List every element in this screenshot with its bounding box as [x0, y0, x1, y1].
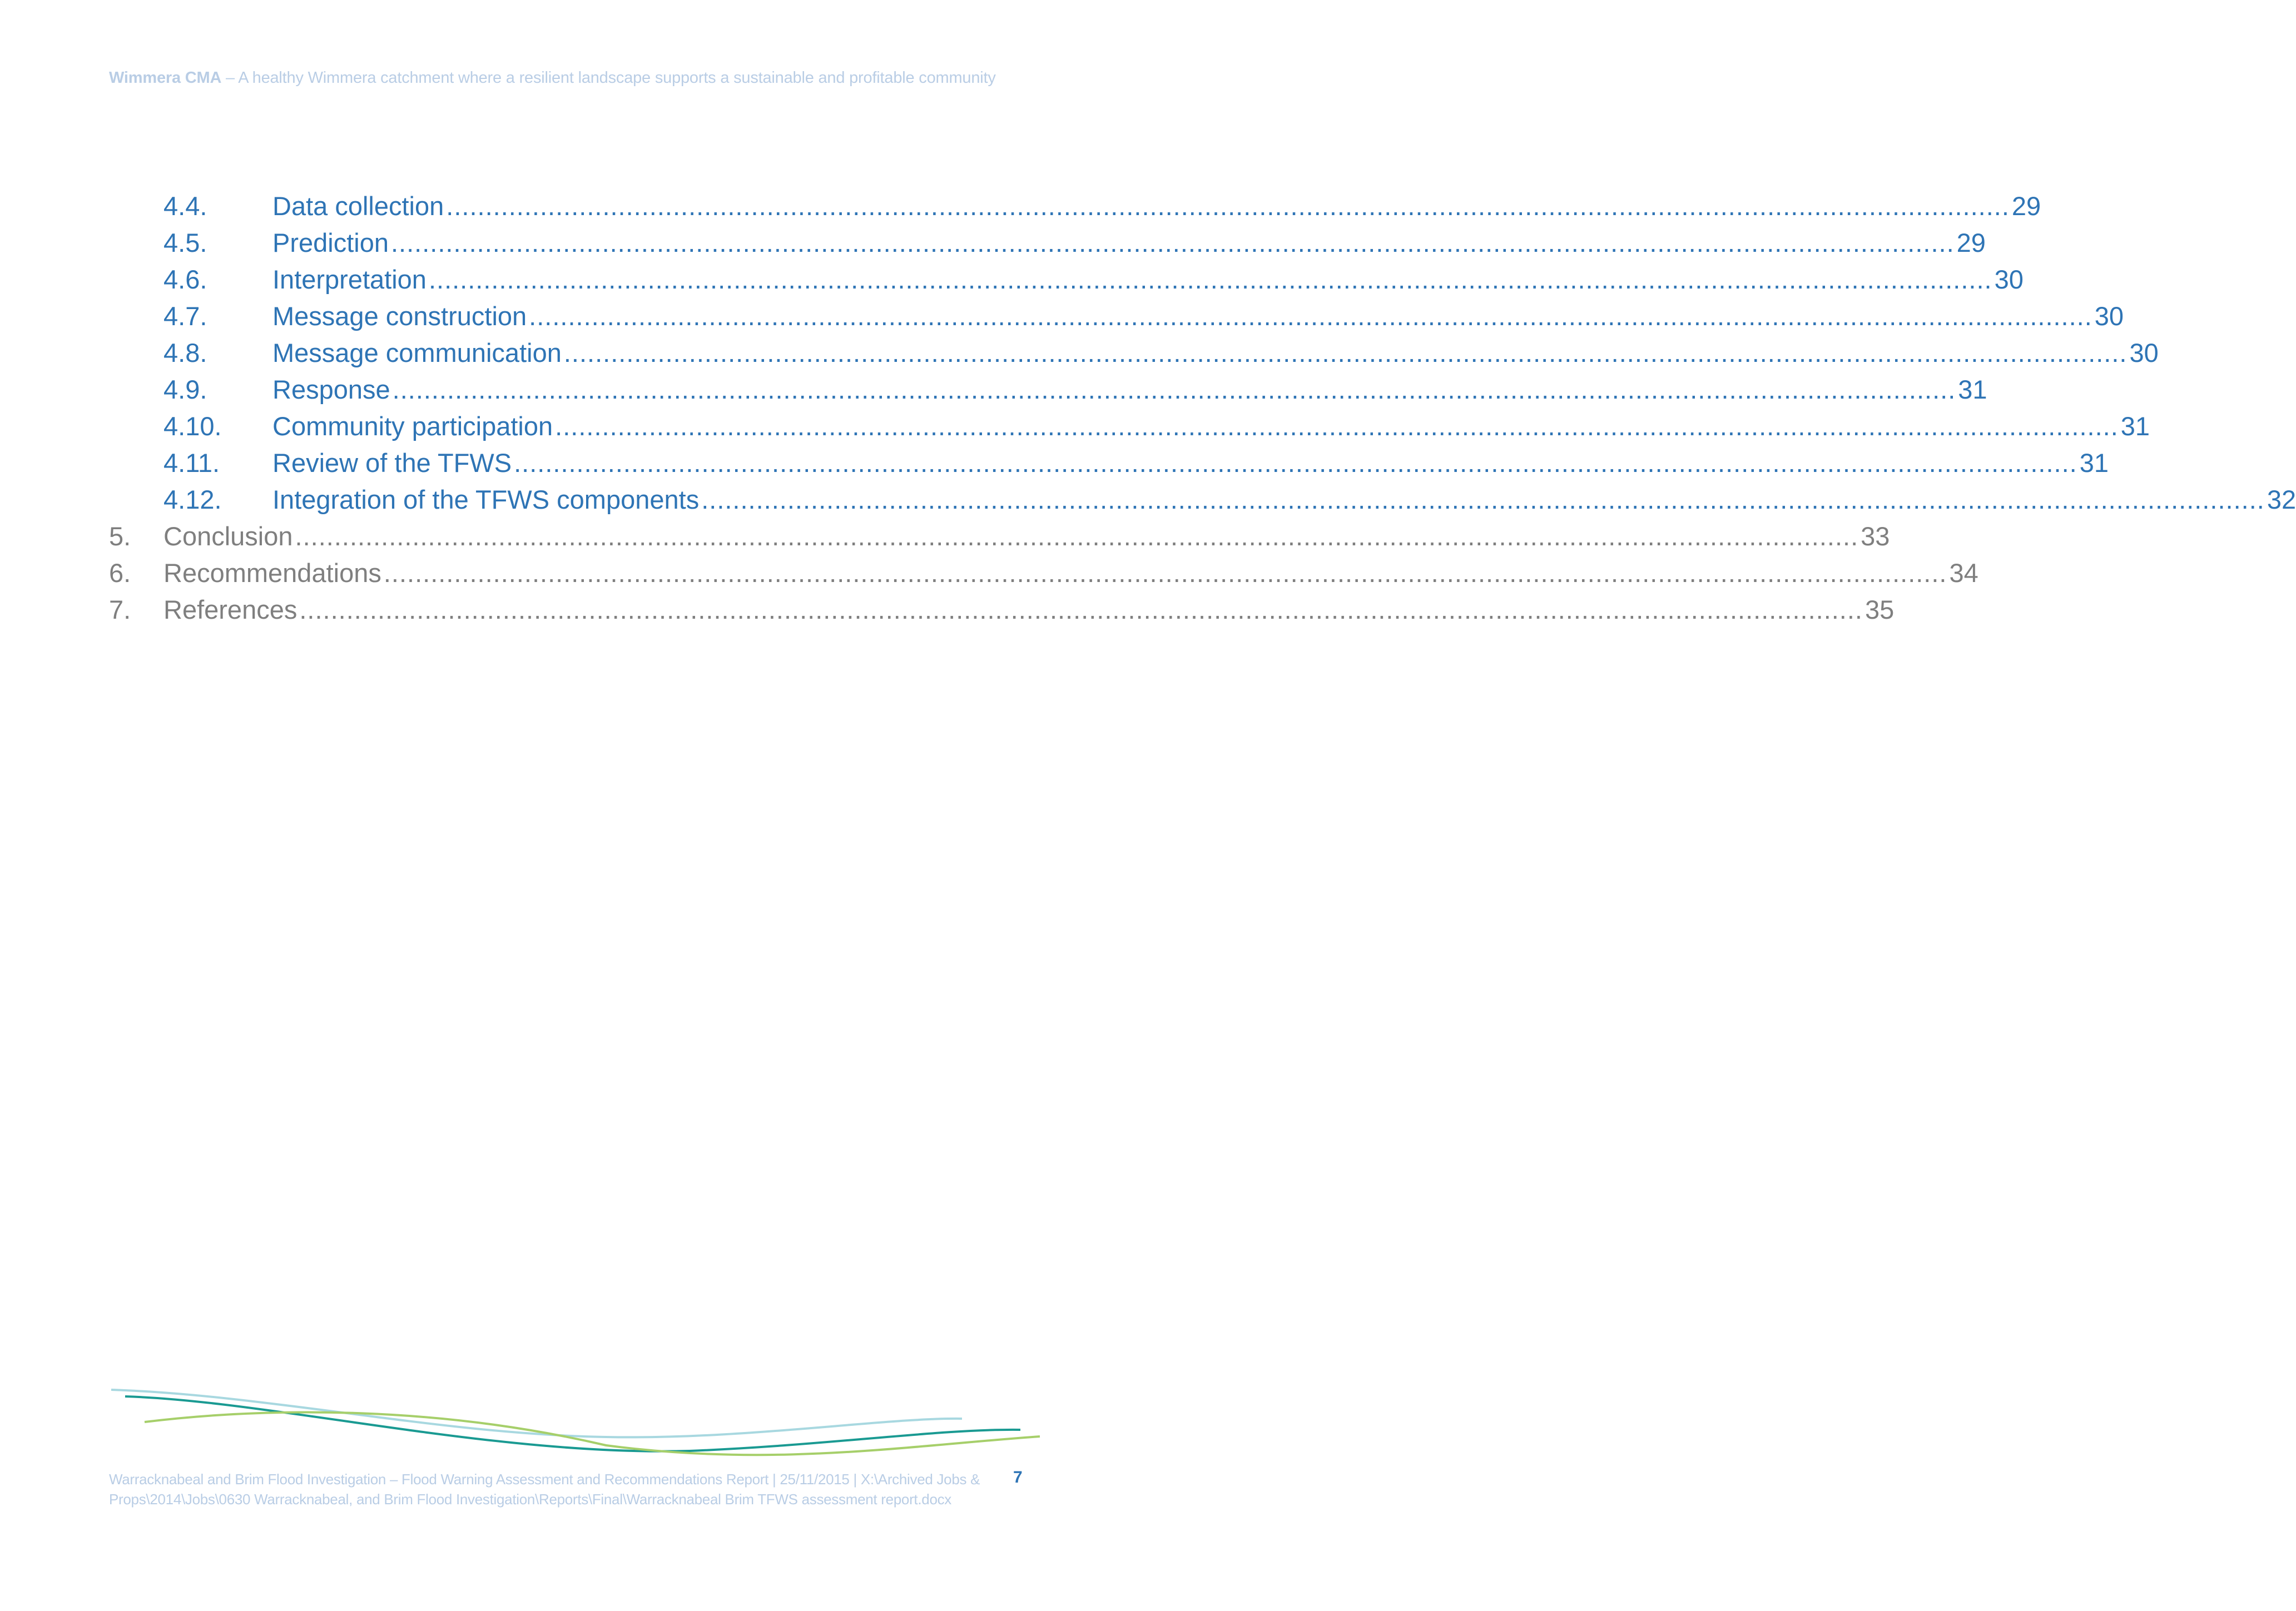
toc-entry-number: 5.	[109, 521, 131, 551]
toc-dot-leader: ........................................................................................................................................................................................................	[529, 301, 2092, 331]
toc-entry[interactable]	[0, 408, 2150, 445]
toc-entry-number: 4.12.	[163, 485, 222, 514]
toc-entry-number: 4.5.	[163, 228, 207, 257]
toc-entry[interactable]	[0, 261, 2024, 298]
toc-entry-page-number: 31	[2079, 448, 2109, 478]
toc-entry-title: References	[163, 595, 297, 624]
header-tagline: – A healthy Wimmera catchment where a resilient landscape supports a sustainable and profitable community	[221, 69, 996, 87]
toc-entry-title: Message construction	[272, 301, 527, 331]
toc-entry-number: 4.11.	[163, 448, 220, 478]
toc-entry-number: 4.8.	[163, 338, 207, 367]
toc-entry-number: 4.7.	[163, 301, 207, 331]
toc-entry[interactable]	[0, 481, 2296, 518]
toc-dot-leader: ........................................................................................................................................................................................................	[392, 375, 1956, 404]
page-header	[109, 69, 996, 87]
toc-entry[interactable]	[0, 298, 2124, 335]
toc-dot-leader: ........................................................................................................................................................................................................	[295, 521, 1859, 551]
toc-entry-page-number: 35	[1864, 595, 1895, 624]
toc-entry[interactable]	[0, 518, 1890, 555]
toc-entry-page-number: 29	[2011, 191, 2041, 221]
toc-entry-title: Response	[272, 375, 390, 404]
toc-entry[interactable]	[0, 335, 2159, 371]
toc-entry-title: Recommendations	[163, 558, 381, 588]
toc-dot-leader: ........................................................................................................................................................................................................	[555, 411, 2119, 441]
toc-dot-leader: ........................................................................................................................................................................................................	[299, 595, 1863, 624]
toc-entry-page-number: 34	[1949, 558, 1978, 588]
toc-dot-leader: ........................................................................................................................................................................................................	[446, 191, 2010, 221]
toc-entry-title: Integration of the TFWS components	[272, 485, 700, 514]
toc-entry[interactable]	[0, 371, 1987, 408]
toc-entry-page-number: 31	[1958, 375, 1987, 404]
toc-entry-title: Conclusion	[163, 521, 293, 551]
toc-dot-leader: ........................................................................................................................................................................................................	[383, 558, 1947, 588]
footer-page-number: 7	[1013, 1468, 1023, 1486]
toc-dot-leader: ........................................................................................................................................................................................................	[701, 485, 2265, 514]
toc-dot-leader: ........................................................................................................................................................................................................	[428, 265, 1992, 294]
toc-entry[interactable]	[0, 591, 1895, 628]
toc-entry-page-number: 29	[1956, 228, 1986, 257]
wave-teal	[125, 1396, 1020, 1451]
toc-entry-title: Interpretation	[272, 265, 427, 294]
toc-dot-leader: ........................................................................................................................................................................................................	[391, 228, 1955, 257]
toc-entry-page-number: 30	[2129, 338, 2159, 367]
toc-entry-page-number: 31	[2120, 411, 2150, 441]
toc-entry-title: Prediction	[272, 228, 389, 257]
toc-entry-title: Review of the TFWS	[272, 448, 512, 478]
toc-entry-page-number: 33	[1861, 521, 1890, 551]
toc-entry-number: 4.9.	[163, 375, 207, 404]
toc-entry[interactable]	[0, 225, 1986, 261]
toc-entry-title: Community participation	[272, 411, 553, 441]
toc-dot-leader: ........................................................................................................................................................................................................	[563, 338, 2128, 367]
toc-entry-page-number: 30	[1994, 265, 2024, 294]
toc-entry-number: 4.6.	[163, 265, 207, 294]
toc-entry[interactable]	[0, 188, 2041, 225]
toc-entry-page-number: 30	[2094, 301, 2124, 331]
header-org-name: Wimmera CMA	[109, 69, 222, 87]
toc-entry-page-number: 32	[2267, 485, 2296, 514]
toc-entry-number: 4.10.	[163, 411, 222, 441]
footer-wave-decoration	[106, 1384, 1040, 1462]
toc-entry-title: Data collection	[272, 191, 444, 221]
toc-entry-number: 6.	[109, 558, 131, 588]
toc-entry[interactable]	[0, 555, 1978, 591]
toc-entry-number: 7.	[109, 595, 131, 624]
toc-entry[interactable]	[0, 445, 2109, 481]
toc-dot-leader: ........................................................................................................................................................................................................	[514, 448, 2077, 478]
toc-entry-title: Message communication	[272, 338, 562, 367]
footer-document-info: Warracknabeal and Brim Flood Investigation – Flood Warning Assessment and Recommendations Report | 25/11/2015 | X:\Archived Jobs & Props\2014\Jobs\0630 Warracknabeal, and Brim Flood Investigation\Reports\Final\Warracknabeal Brim TFWS assessment report.docx	[109, 1471, 980, 1508]
toc-entry-number: 4.4.	[163, 191, 207, 221]
